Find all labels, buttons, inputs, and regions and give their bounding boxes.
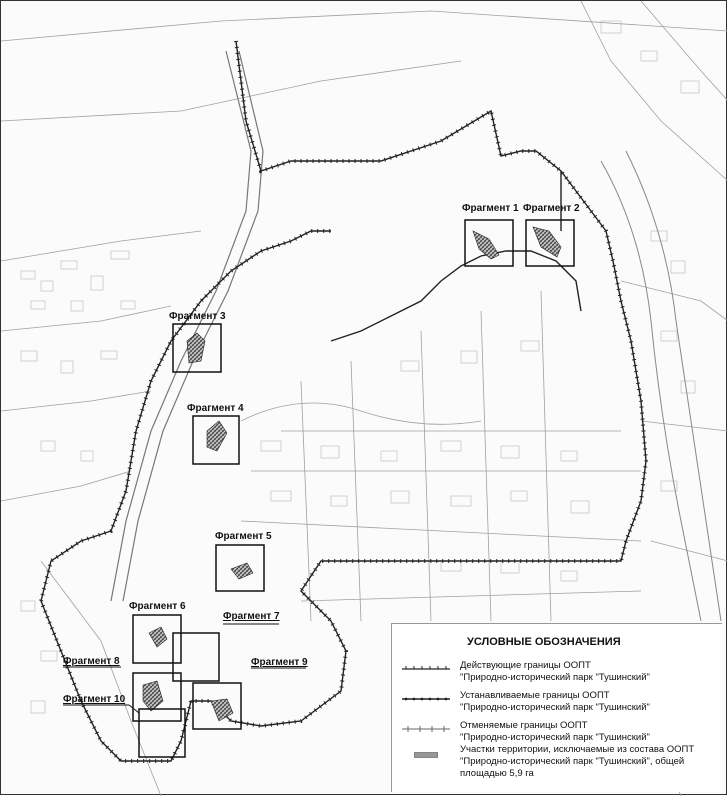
fragment-label-3: Фрагмент 3 [169, 311, 226, 322]
fragment-label-8: Фрагмент 8 [63, 656, 120, 667]
cancelled-boundary-icon [402, 724, 450, 734]
fragment-label-2: Фрагмент 2 [523, 203, 580, 214]
legend-item-line2: "Природно-исторический парк "Тушинский" [460, 672, 650, 683]
river-banks [601, 151, 721, 621]
fragment-box-7[interactable] [173, 633, 219, 681]
fragment-label-1: Фрагмент 1 [462, 203, 519, 214]
established-boundary-icon [402, 694, 450, 704]
fragment-label-4: Фрагмент 4 [187, 403, 244, 414]
fragment-label-6: Фрагмент 6 [129, 601, 186, 612]
legend-item-line1: Устанавливаемые границы ООПТ [460, 690, 610, 701]
fragment-label-5: Фрагмент 5 [215, 531, 272, 542]
highway [111, 51, 263, 601]
legend [391, 623, 722, 792]
fragment-box-10[interactable] [139, 709, 185, 757]
legend-item-line2: "Природно-исторический парк "Тушинский" [460, 732, 650, 743]
excluded-area-icon [414, 748, 438, 762]
legend-item-line2: "Природно-исторический парк "Тушинский", общей [460, 756, 685, 767]
legend-item-line3: площадью 5,9 га [460, 768, 534, 779]
legend-item-line2: "Природно-исторический парк "Тушинский" [460, 702, 650, 713]
legend-item-line1: Отменяемые границы ООПТ [460, 720, 588, 731]
fragment-label-10: Фрагмент 10 [63, 694, 126, 705]
legend-title: УСЛОВНЫЕ ОБОЗНАЧЕНИЯ [467, 636, 621, 648]
legend-item-line1: Действующие границы ООПТ [460, 660, 591, 671]
fragment-label-7: Фрагмент 7 [223, 611, 280, 622]
urban-blocks [21, 21, 699, 713]
fragment-label-9: Фрагмент 9 [251, 657, 308, 668]
legend-item-line1: Участки территории, исключаемые из состава ООПТ [460, 744, 695, 755]
existing-boundary-icon [402, 664, 450, 674]
